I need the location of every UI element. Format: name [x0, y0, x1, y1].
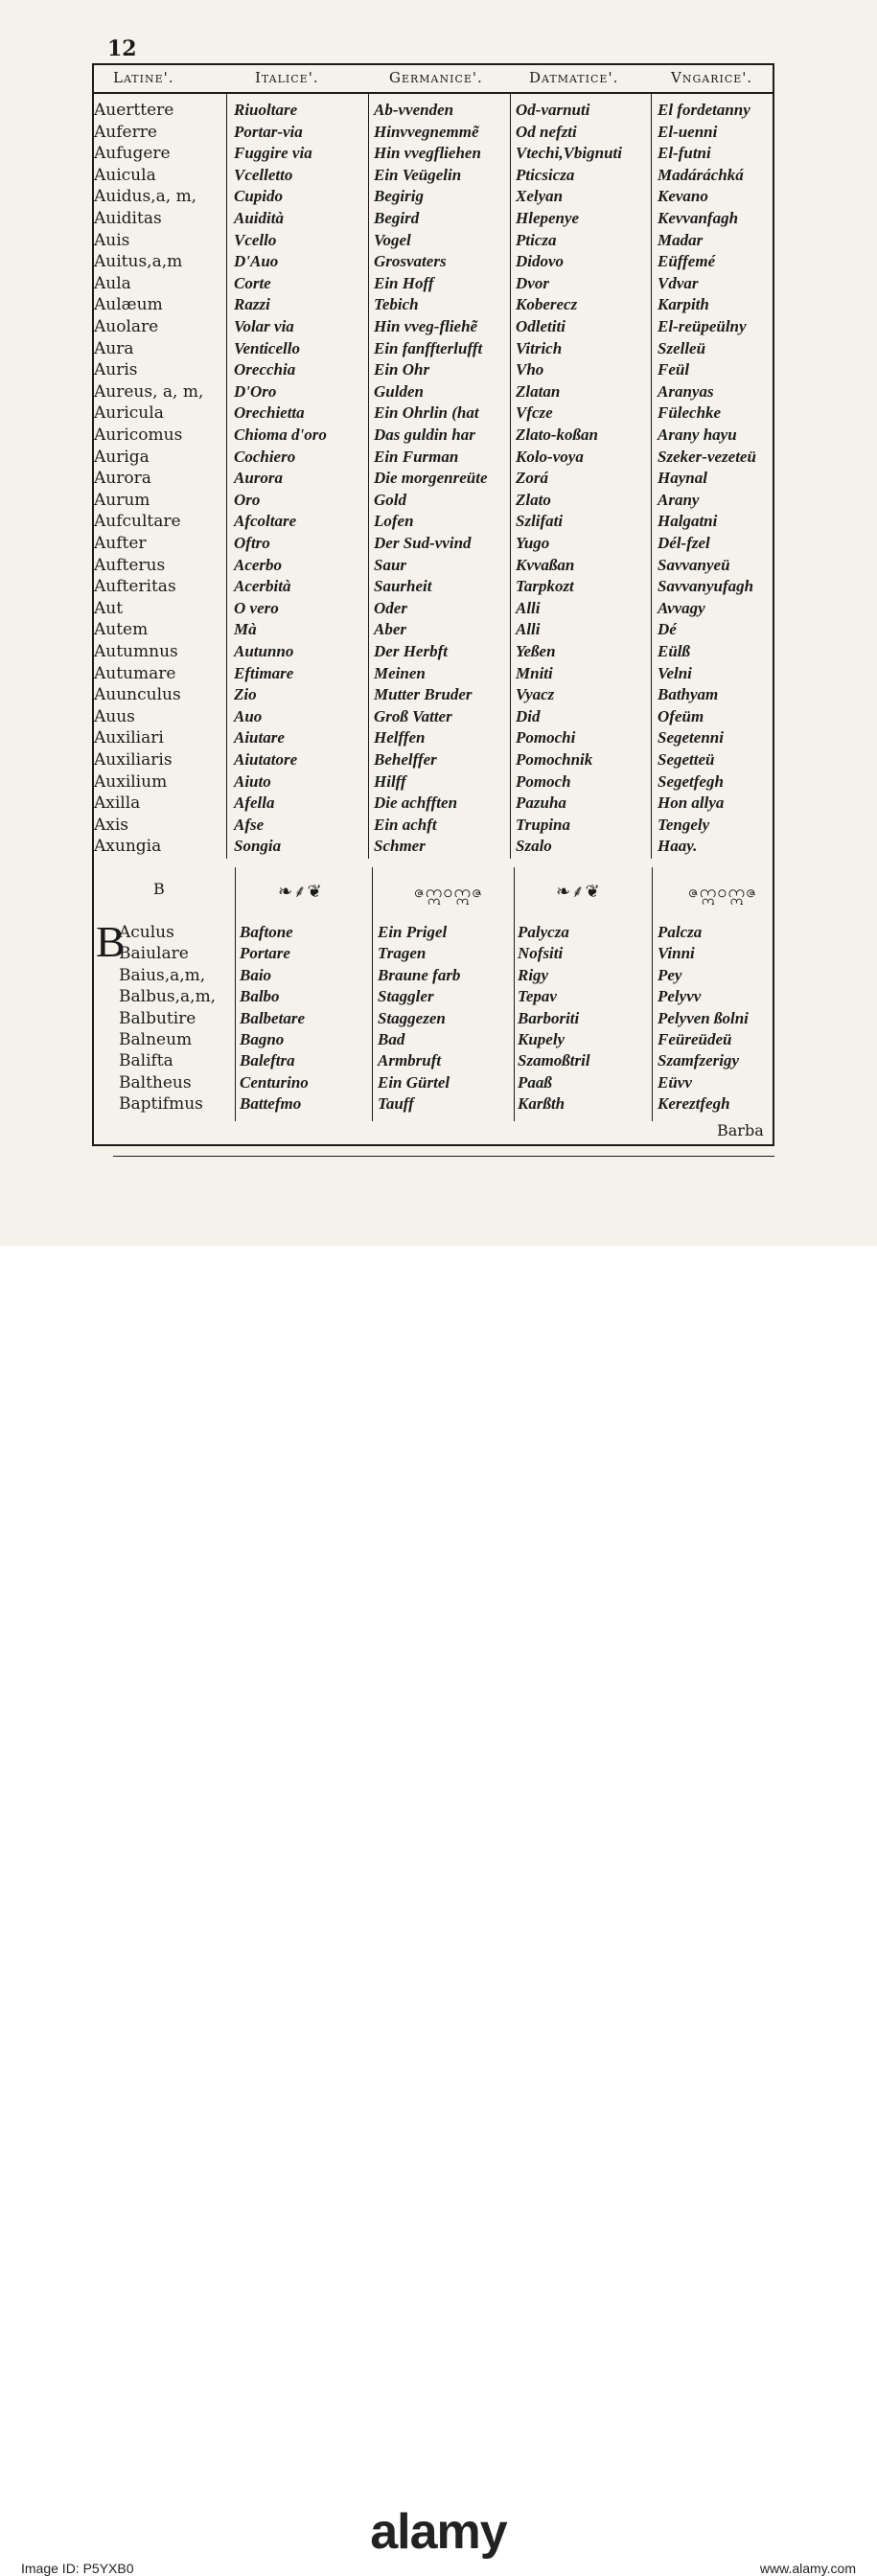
hungarian-cell: Pelyvv	[658, 987, 702, 1006]
catchword: Barba	[717, 1121, 764, 1139]
stock-footer	[0, 1246, 877, 2576]
hungarian-cell: Haynal	[658, 469, 707, 488]
latin-cell: Baptifmus	[119, 1094, 203, 1115]
dalmatian-cell: Szlifati	[516, 512, 564, 531]
dalmatian-cell: Odletiti	[516, 317, 565, 335]
italian-cell: Oro	[234, 490, 261, 509]
italian-cell: Portar-via	[234, 122, 303, 141]
german-cell: Ein Veügelin	[374, 165, 462, 184]
german-cell: Ein Furman	[374, 447, 459, 466]
col-divider	[652, 867, 653, 1121]
header-rule	[92, 92, 774, 94]
latin-cell: Baiulare	[119, 944, 189, 964]
latin-cell: Baius,a,m,	[119, 965, 206, 985]
italian-cell: Razzi	[234, 295, 270, 314]
hungarian-cell: Aranyas	[658, 381, 714, 401]
drop-cap: B	[96, 917, 126, 966]
latin-cell: Baltheus	[119, 1072, 192, 1092]
hungarian-cell: Kevano	[658, 187, 708, 206]
dalmatian-cell: Vyacz	[516, 685, 555, 704]
german-cell: Begird	[374, 209, 420, 227]
latin-cell: Aufter	[94, 534, 147, 553]
hungarian-cell: Arany	[658, 490, 700, 509]
hungarian-cell: Segetfegh	[658, 771, 724, 791]
italian-cell: Baftone	[240, 923, 293, 941]
dalmatian-cell: Od-varnuti	[516, 101, 590, 119]
italian-cell: Centurino	[240, 1072, 309, 1092]
german-cell: Groß Vatter	[374, 706, 452, 725]
german-cell: Ein Ohr	[374, 360, 430, 380]
italian-cell: Aurora	[234, 469, 284, 488]
ornament-icon: ဇဣ၀ဣဇ	[414, 882, 483, 902]
latin-cell: Aura	[94, 338, 134, 358]
italian-cell: Venticello	[234, 338, 300, 357]
german-cell: Die morgenreüte	[374, 469, 488, 488]
dalmatian-cell: Karßth	[518, 1094, 565, 1114]
german-cell: Behelffer	[374, 750, 437, 769]
dalmatian-cell: Pomoch	[516, 771, 571, 791]
section-letter: B	[153, 880, 165, 898]
italian-cell: Vcelletto	[234, 165, 293, 184]
hungarian-cell: Palcza	[658, 923, 703, 941]
latin-cell: Aufcultare	[94, 512, 181, 532]
dalmatian-cell: Vho	[516, 360, 544, 380]
hungarian-cell: Segetenni	[658, 728, 724, 748]
dalmatian-cell: Vitrich	[516, 338, 563, 357]
hungarian-cell: Savvanyeü	[658, 555, 730, 574]
latin-cell: Auriga	[94, 447, 150, 467]
italian-cell: Aiuto	[234, 771, 271, 791]
dalmatian-cell: Pticsicza	[516, 165, 575, 184]
hungarian-cell: Eüvv	[658, 1072, 692, 1092]
hungarian-cell: Pelyven ßolni	[658, 1008, 749, 1027]
german-cell: Helffen	[374, 728, 426, 748]
german-cell: Ein Ohrlin (hat	[374, 403, 479, 423]
hungarian-cell: El-futni	[658, 144, 711, 163]
dalmatian-cell: Barboriti	[518, 1008, 580, 1027]
dalmatian-cell: Pomochnik	[516, 750, 593, 769]
dalmatian-cell: Hlepenye	[516, 209, 580, 227]
italian-cell: Baio	[240, 965, 272, 984]
latin-cell: Auricula	[94, 403, 164, 424]
hungarian-cell: Eüffemé	[658, 252, 716, 271]
col-divider	[514, 867, 515, 1121]
italian-cell: Auidità	[234, 209, 284, 227]
latin-cell: Auris	[94, 360, 138, 380]
latin-cell: Axis	[94, 815, 129, 835]
latin-cell: Aufteritas	[94, 577, 176, 597]
right-border	[773, 63, 774, 1146]
dalmatian-cell: Nofsiti	[518, 944, 564, 963]
hungarian-cell: Szeker-vezeteü	[658, 447, 756, 466]
latin-cell: Aurora	[94, 469, 151, 489]
dalmatian-cell: Mniti	[516, 663, 553, 682]
german-cell: Vogel	[374, 230, 411, 249]
italian-cell: Riuoltare	[234, 101, 298, 119]
latin-cell: Auferre	[94, 122, 157, 142]
hungarian-cell: Kereztfegh	[658, 1094, 730, 1114]
german-cell: Tauff	[378, 1094, 414, 1114]
dalmatian-cell: Xelyan	[516, 187, 564, 206]
german-cell: Ein Hoff	[374, 273, 434, 292]
latin-cell: Auolare	[94, 317, 159, 336]
header-latine: Latine'.	[113, 69, 174, 86]
italian-cell: Chioma d'oro	[234, 426, 327, 444]
col-divider	[651, 92, 652, 859]
italian-cell: Baleftra	[240, 1051, 295, 1070]
dalmatian-cell: Paaß	[518, 1072, 552, 1092]
german-cell: Lofen	[374, 512, 414, 531]
ornament-icon: ဇဣ၀ဣဇ	[688, 882, 757, 902]
dalmatian-cell: Kupely	[518, 1030, 565, 1048]
dalmatian-cell: Tarpkozt	[516, 577, 574, 596]
dalmatian-cell: Zlatan	[516, 381, 561, 401]
italian-cell: O vero	[234, 598, 279, 617]
hungarian-cell: Segetteü	[658, 750, 715, 769]
hungarian-cell: Tengely	[658, 815, 710, 834]
german-cell: Begirig	[374, 187, 424, 206]
hungarian-cell: Hon allya	[658, 794, 725, 813]
german-cell: Die achfften	[374, 794, 458, 813]
latin-cell: Aurum	[94, 490, 150, 510]
hungarian-cell: Arany hayu	[658, 426, 737, 444]
latin-cell: Auus	[94, 706, 135, 726]
italian-cell: Autunno	[234, 642, 294, 660]
italian-cell: Bagno	[240, 1030, 285, 1048]
italian-cell: Acerbo	[234, 555, 283, 574]
dalmatian-cell: Koberecz	[516, 295, 578, 314]
dalmatian-cell: Szalo	[516, 837, 552, 856]
dalmatian-cell: Didovo	[516, 252, 565, 271]
italian-cell: Portare	[240, 944, 290, 963]
italian-cell: Zio	[234, 685, 257, 704]
dalmatian-cell: Od nefzti	[516, 122, 577, 141]
top-rule	[92, 63, 774, 65]
italian-cell: Balbetare	[240, 1008, 305, 1027]
latin-cell: Auicula	[94, 165, 156, 185]
italian-cell: Battefmo	[240, 1094, 302, 1114]
hungarian-cell: Szelleü	[658, 338, 706, 357]
dalmatian-cell: Pazuha	[516, 794, 566, 813]
page-number: 12	[107, 36, 137, 61]
italian-cell: Mà	[234, 620, 257, 639]
german-cell: Hilff	[374, 771, 406, 791]
italian-cell: Afse	[234, 815, 265, 834]
italian-cell: Afcoltare	[234, 512, 297, 531]
italian-cell: Eftimare	[234, 663, 294, 682]
latin-cell: Aula	[94, 273, 131, 293]
italian-cell: Acerbità	[234, 577, 291, 596]
latin-cell: Aculus	[119, 923, 174, 942]
italian-cell: Aiutatore	[234, 750, 298, 769]
hungarian-cell: Haay.	[658, 837, 698, 856]
german-cell: Staggler	[378, 987, 434, 1006]
german-cell: Ein achft	[374, 815, 437, 834]
ornament-icon: ❧⸙❦	[278, 882, 323, 902]
dalmatian-cell: Alli	[516, 620, 541, 639]
hungarian-cell: Karpith	[658, 295, 709, 314]
dalmatian-cell: Zlato-koßan	[516, 426, 598, 444]
hungarian-cell: Avvagy	[658, 598, 705, 617]
hungarian-cell: Bathyam	[658, 685, 719, 704]
italian-cell: Volar via	[234, 317, 294, 335]
col-divider	[226, 92, 227, 859]
german-cell: Grosvaters	[374, 252, 447, 271]
italian-cell: Auo	[234, 706, 263, 725]
latin-cell: Auunculus	[94, 685, 181, 705]
german-cell: Aber	[374, 620, 406, 639]
hungarian-cell: Madar	[658, 230, 704, 249]
dalmatian-cell: Alli	[516, 598, 541, 617]
hungarian-cell: Fülechke	[658, 403, 722, 423]
dalmatian-cell: Pomochi	[516, 728, 576, 748]
italian-cell: Cochiero	[234, 447, 296, 466]
german-cell: Braune farb	[378, 965, 461, 984]
dalmatian-cell: Palycza	[518, 923, 569, 941]
dalmatian-cell: Szamoßtril	[518, 1051, 590, 1070]
german-cell: Ein fanffterlufft	[374, 338, 483, 357]
italian-cell: D'Oro	[234, 381, 277, 401]
hungarian-cell: Dé	[658, 620, 677, 639]
header-vngarice: Vngarice'.	[671, 69, 753, 86]
dalmatian-cell: Rigy	[518, 965, 549, 984]
latin-cell: Balifta	[119, 1051, 173, 1071]
italian-cell: Orecchia	[234, 360, 296, 380]
hungarian-cell: El-reüpeülny	[658, 317, 747, 335]
latin-cell: Auricomus	[94, 426, 183, 445]
german-cell: Hin vvegfliehen	[374, 144, 481, 163]
dalmatian-cell: Kvvaßan	[516, 555, 575, 574]
image-id: Image ID: P5YXB0	[21, 2561, 134, 2576]
dalmatian-cell: Yugo	[516, 534, 550, 552]
watermark-logo: alamy	[370, 2504, 507, 2560]
german-cell: Oder	[374, 598, 407, 617]
scanned-page	[0, 0, 877, 1246]
col-divider	[368, 92, 369, 859]
dalmatian-cell: Pticza	[516, 230, 557, 249]
italian-cell: Fuggire via	[234, 144, 312, 163]
dalmatian-cell: Zlato	[516, 490, 551, 509]
dalmatian-cell: Vfcze	[516, 403, 553, 423]
hungarian-cell: Pey	[658, 965, 682, 984]
hungarian-cell: Kevvanfagh	[658, 209, 739, 227]
dalmatian-cell: Trupina	[516, 815, 571, 834]
italian-cell: Corte	[234, 273, 271, 292]
german-cell: Gulden	[374, 381, 424, 401]
hungarian-cell: Szamfzerigy	[658, 1051, 739, 1070]
latin-cell: Auxilium	[94, 771, 168, 792]
latin-cell: Autem	[94, 620, 149, 640]
site-url: www.alamy.com	[759, 2561, 856, 2576]
german-cell: Saur	[374, 555, 407, 574]
latin-cell: Autumnus	[94, 642, 178, 661]
german-cell: Das guldin har	[374, 426, 475, 444]
col-divider	[510, 92, 511, 859]
german-cell: Staggezen	[378, 1008, 446, 1027]
latin-cell: Autumare	[94, 663, 176, 683]
dalmatian-cell: Kolo-voya	[516, 447, 584, 466]
latin-cell: Balneum	[119, 1030, 193, 1049]
latin-cell: Axilla	[94, 794, 141, 814]
hungarian-cell: Madáráchká	[658, 165, 744, 184]
italian-cell: D'Auo	[234, 252, 279, 271]
latin-cell: Auxiliaris	[94, 750, 173, 770]
header-italice: Italice'.	[255, 69, 319, 86]
hungarian-cell: Vinni	[658, 944, 695, 963]
dalmatian-cell: Vtechi,Vbignuti	[516, 144, 622, 163]
header-germanice: Germanice'.	[389, 69, 483, 86]
german-cell: Armbruft	[378, 1051, 442, 1070]
german-cell: Mutter Bruder	[374, 685, 473, 704]
italian-cell: Orechietta	[234, 403, 305, 423]
latin-cell: Auis	[94, 230, 130, 250]
german-cell: Tragen	[378, 944, 427, 963]
latin-cell: Auerttere	[94, 101, 174, 120]
italian-cell: Vcello	[234, 230, 277, 249]
hungarian-cell: Feül	[658, 360, 690, 380]
latin-cell: Auiditas	[94, 209, 162, 228]
latin-cell: Aut	[94, 598, 124, 618]
header-datmatice: Datmatice'.	[529, 69, 619, 86]
col-divider	[235, 867, 236, 1121]
hungarian-cell: Feüreüdeü	[658, 1030, 732, 1048]
german-cell: Gold	[374, 490, 406, 509]
ornament-icon: ❧⸙❦	[556, 882, 601, 902]
latin-cell: Aufugere	[94, 144, 171, 164]
dalmatian-cell: Zorá	[516, 469, 548, 488]
german-cell: Hin vveg-fliehẽ	[374, 317, 478, 335]
german-cell: Der Herbft	[374, 642, 448, 660]
italian-cell: Afella	[234, 794, 275, 813]
latin-cell: Axungia	[94, 837, 162, 857]
hungarian-cell: Savvanyufagh	[658, 577, 754, 596]
latin-cell: Aufterus	[94, 555, 166, 575]
hungarian-cell: Halgatni	[658, 512, 718, 531]
german-cell: Ein Gürtel	[378, 1072, 450, 1092]
italian-cell: Balbo	[240, 987, 280, 1006]
dalmatian-cell: Did	[516, 706, 541, 725]
dalmatian-cell: Tepav	[518, 987, 557, 1006]
german-cell: Meinen	[374, 663, 426, 682]
hungarian-cell: Ofeüm	[658, 706, 704, 725]
hungarian-cell: El fordetanny	[658, 101, 750, 119]
dalmatian-cell: Dvor	[516, 273, 549, 292]
latin-cell: Auxiliari	[94, 728, 164, 748]
latin-cell: Balbutire	[119, 1008, 196, 1028]
italian-cell: Songia	[234, 837, 282, 856]
latin-cell: Aureus, a, m,	[94, 381, 204, 402]
bottom-rule	[92, 1144, 774, 1146]
dalmatian-cell: Yeßen	[516, 642, 556, 660]
hungarian-cell: El-uenni	[658, 122, 718, 141]
latin-cell: Balbus,a,m,	[119, 987, 217, 1007]
hungarian-cell: Vdvar	[658, 273, 699, 292]
german-cell: Hinvvegnemmẽ	[374, 122, 479, 141]
hungarian-cell: Dél-fzel	[658, 534, 710, 552]
hungarian-cell: Eülß	[658, 642, 691, 660]
latin-cell: Auidus,a, m,	[94, 187, 197, 207]
german-cell: Saurheit	[374, 577, 432, 596]
german-cell: Ein Prigel	[378, 923, 448, 941]
german-cell: Der Sud-vvind	[374, 534, 472, 552]
german-cell: Bad	[378, 1030, 405, 1048]
italian-cell: Aiutare	[234, 728, 285, 748]
german-cell: Schmer	[374, 837, 426, 856]
hungarian-cell: Velni	[658, 663, 692, 682]
col-divider	[372, 867, 373, 1121]
bottom-rule-2	[113, 1156, 774, 1157]
italian-cell: Cupido	[234, 187, 284, 206]
latin-cell: Aulæum	[94, 295, 163, 315]
italian-cell: Oftro	[234, 534, 270, 552]
german-cell: Ab-vvenden	[374, 101, 454, 119]
german-cell: Tebich	[374, 295, 419, 314]
latin-cell: Auitus,a,m	[94, 252, 183, 272]
